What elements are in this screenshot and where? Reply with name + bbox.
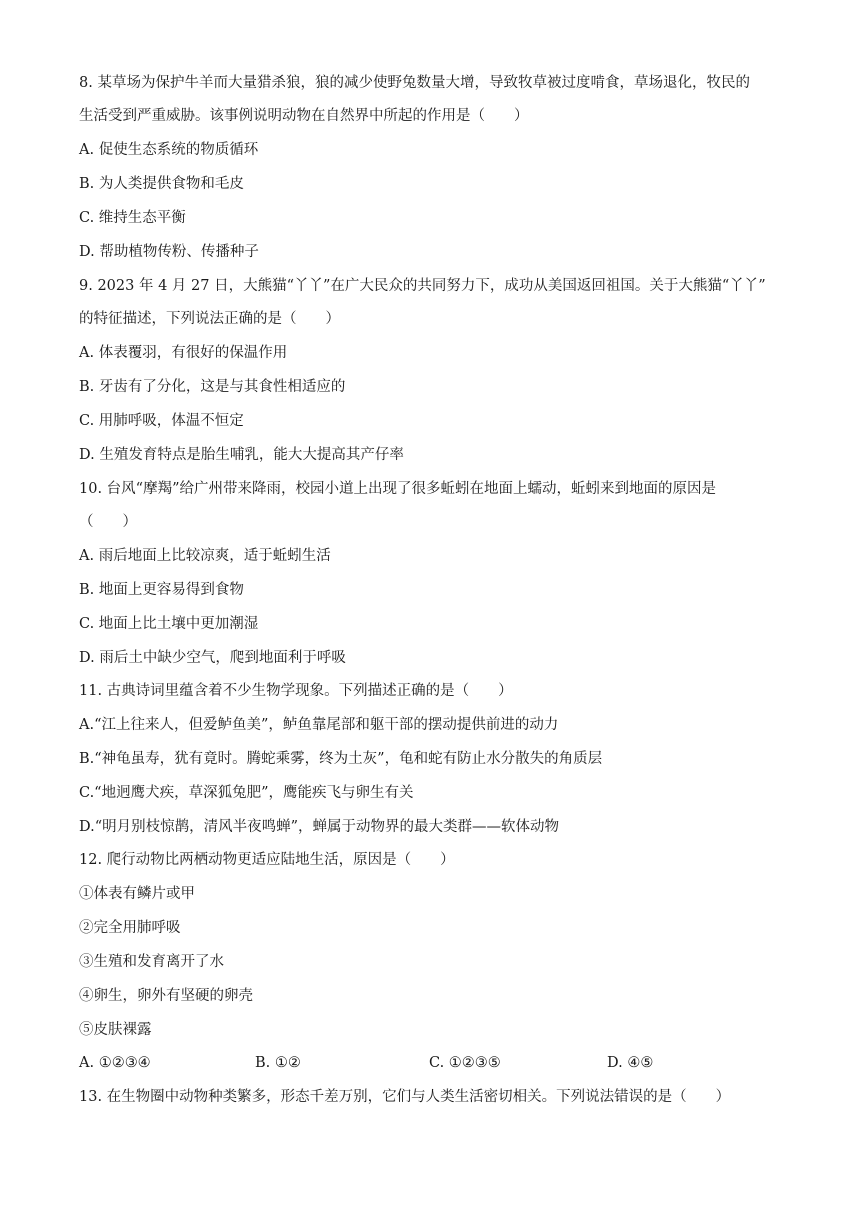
q10-option-a: A. 雨后地面上比较凉爽，适于蚯蚓生活 bbox=[79, 548, 331, 564]
q10-option-d: D. 雨后土中缺少空气，爬到地面利于呼吸 bbox=[79, 650, 346, 666]
q9-option-a: A. 体表覆羽，有很好的保温作用 bbox=[79, 345, 288, 361]
q11-option-b: B.“神龟虽寿，犹有竟时。腾蛇乘雾，终为土灰”，龟和蛇有防止水分散失的角质层 bbox=[79, 751, 603, 767]
q8-option-a: A. 促使生态系统的物质循环 bbox=[79, 142, 259, 158]
q12-item-1: ①体表有鳞片或甲 bbox=[79, 886, 195, 902]
q13-stem-line1: 13. 在生物圈中动物种类繁多，形态千差万别，它们与人类生活密切相关。下列说法错误的是（ ） bbox=[79, 1089, 731, 1105]
q9-stem-line2: 的特征描述，下列说法正确的是（ ） bbox=[79, 311, 340, 327]
q12-option-b: B. ①② bbox=[255, 1055, 301, 1071]
q10-stem-line2: （ ） bbox=[79, 514, 137, 530]
q9-stem-line1: 9. 2023 年 4 月 27 日，大熊猫“丫丫”在广大民众的共同努力下，成功从美国返回祖国。关于大熊猫“丫丫” bbox=[79, 278, 766, 294]
q11-option-d: D.“明月别枝惊鹊，清风半夜鸣蝉”，蝉属于动物界的最大类群——软体动物 bbox=[79, 819, 560, 835]
q12-item-4: ④卵生，卵外有坚硬的卵壳 bbox=[79, 988, 253, 1004]
q8-option-b: B. 为人类提供食物和毛皮 bbox=[79, 176, 244, 192]
q8-option-d: D. 帮助植物传粉、传播种子 bbox=[79, 244, 259, 260]
q8-stem-line1: 8. 某草场为保护牛羊而大量猎杀狼，狼的减少使野兔数量大增，导致牧草被过度啃食，草场退化，牧民的 bbox=[79, 75, 750, 91]
q12-stem-line1: 12. 爬行动物比两栖动物更适应陆地生活，原因是（ ） bbox=[79, 852, 455, 868]
q11-stem-line1: 11. 古典诗词里蕴含着不少生物学现象。下列描述正确的是（ ） bbox=[79, 683, 513, 699]
q9-option-d: D. 生殖发育特点是胎生哺乳，能大大提高其产仔率 bbox=[79, 447, 404, 463]
q12-option-c: C. ①②③⑤ bbox=[429, 1055, 501, 1071]
q12-option-a: A. ①②③④ bbox=[79, 1055, 151, 1071]
q10-option-b: B. 地面上更容易得到食物 bbox=[79, 582, 244, 598]
q10-option-c: C. 地面上比土壤中更加潮湿 bbox=[79, 616, 259, 632]
q10-stem-line1: 10. 台风“摩羯”给广州带来降雨，校园小道上出现了很多蚯蚓在地面上蠕动，蚯蚓来到地面的原因是 bbox=[79, 481, 716, 497]
q8-stem-line2: 生活受到严重威胁。该事例说明动物在自然界中所起的作用是（ ） bbox=[79, 108, 529, 124]
q9-option-c: C. 用肺呼吸，体温不恒定 bbox=[79, 413, 244, 429]
q12-item-3: ③生殖和发育离开了水 bbox=[79, 954, 224, 970]
q12-option-d: D. ④⑤ bbox=[607, 1055, 654, 1071]
q8-option-c: C. 维持生态平衡 bbox=[79, 210, 186, 226]
q12-item-5: ⑤皮肤裸露 bbox=[79, 1022, 152, 1038]
q12-item-2: ②完全用肺呼吸 bbox=[79, 920, 181, 936]
q11-option-c: C.“地迥鹰犬疾，草深狐兔肥”，鹰能疾飞与卵生有关 bbox=[79, 785, 414, 801]
q11-option-a: A.“江上往来人，但爱鲈鱼美”，鲈鱼靠尾部和躯干部的摆动提供前进的动力 bbox=[79, 717, 559, 733]
q9-option-b: B. 牙齿有了分化，这是与其食性相适应的 bbox=[79, 379, 346, 395]
